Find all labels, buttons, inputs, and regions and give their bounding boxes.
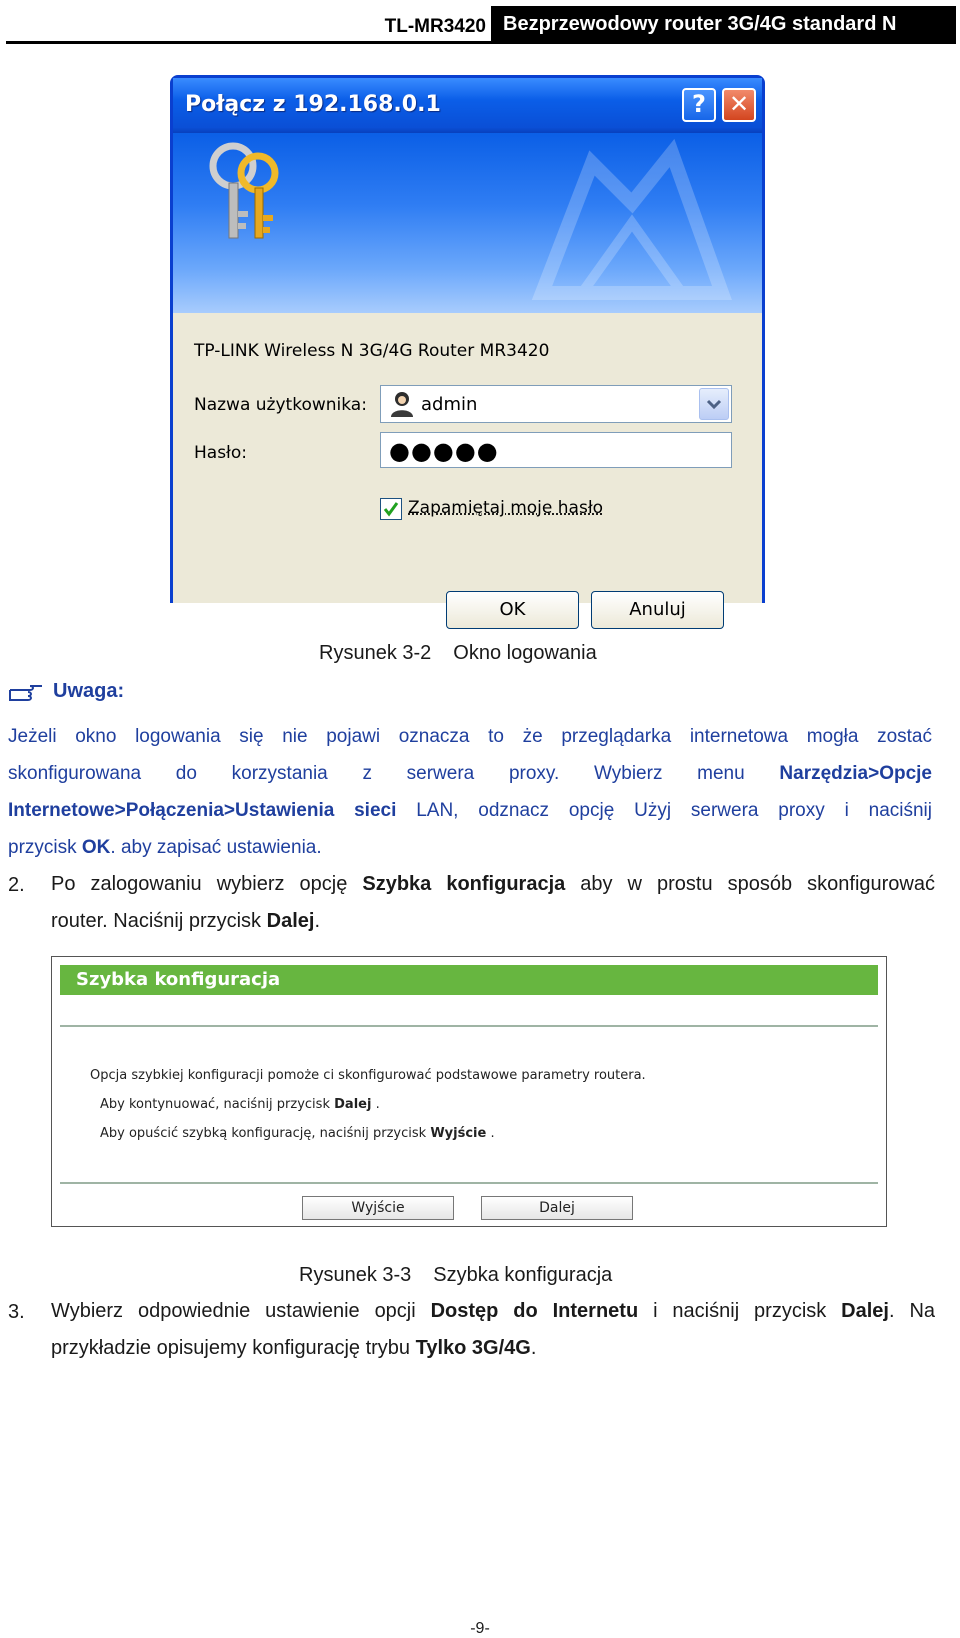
- dialog-realm: TP-LINK Wireless N 3G/4G Router MR3420: [194, 341, 550, 361]
- checkmark-icon: [381, 499, 401, 519]
- header-title: Bezprzewodowy router 3G/4G standard N: [491, 6, 956, 42]
- step-3-text-2: przykładzie opisujemy konfigurację trybu: [51, 1337, 411, 1359]
- step-2-button-ref: Dalej: [266, 910, 315, 932]
- step-2-text-2: router. Naciśnij przycisk: [51, 910, 262, 932]
- ok-button[interactable]: OK: [446, 591, 579, 629]
- remember-password-checkbox[interactable]: [380, 498, 402, 520]
- step-3-end: .: [530, 1337, 537, 1359]
- page-number: -9-: [470, 1620, 490, 1637]
- divider: [60, 1182, 878, 1184]
- note-line-4: [8, 829, 932, 866]
- exit-hint-button-ref: Wyjście: [430, 1126, 487, 1141]
- note-line-3-text: LAN, odznacz opcję Użyj serwera proxy i naciśnij: [416, 800, 932, 821]
- figure-number: Rysunek 3-2: [319, 642, 432, 664]
- note-ok-ref: OK: [81, 837, 111, 858]
- note-line-4-text: przycisk: [8, 837, 77, 858]
- dialog-banner: [173, 133, 762, 313]
- username-label: Nazwa użytkownika:: [194, 395, 367, 415]
- username-dropdown-button[interactable]: [699, 388, 729, 420]
- header-model: TL-MR3420: [384, 16, 486, 37]
- quick-setup-heading: Szybka konfiguracja: [60, 965, 878, 995]
- login-dialog: [170, 75, 765, 620]
- step-3-mode: Tylko 3G/4G: [415, 1337, 531, 1359]
- step-3-line-1: [51, 1293, 935, 1330]
- dialog-title: Połącz z 192.168.0.1: [185, 92, 441, 117]
- note-line-4-end: . aby zapisać ustawienia.: [110, 837, 322, 858]
- step-2-text: Po zalogowaniu wybierz opcję: [51, 873, 348, 895]
- note-label: Uwaga:: [53, 680, 125, 702]
- note-line-2-text: skonfigurowana do korzystania z serwera proxy. Wybierz menu: [8, 763, 745, 784]
- close-button[interactable]: [722, 88, 756, 122]
- step-3-text-end: . Na: [888, 1300, 936, 1322]
- exit-hint-end: .: [490, 1126, 495, 1141]
- quick-setup-continue-hint: [100, 1097, 380, 1112]
- note-line-2: [8, 755, 932, 792]
- note-menu-path-cont: Internetowe>Połączenia>Ustawienia sieci: [8, 800, 397, 821]
- next-button[interactable]: Dalej: [481, 1196, 633, 1220]
- password-input[interactable]: [380, 432, 732, 468]
- banner-decoration-icon: [522, 143, 742, 303]
- continue-hint-button-ref: Dalej: [334, 1097, 372, 1112]
- divider: [60, 1025, 878, 1027]
- continue-hint-text: Aby kontynuować, naciśnij przycisk: [100, 1097, 330, 1112]
- figure-caption-3-2: [319, 642, 597, 665]
- quick-setup-description: Opcja szybkiej konfiguracji pomoże ci skonfigurować podstawowe parametry routera.: [90, 1068, 646, 1083]
- dialog-body: [173, 313, 762, 620]
- quick-setup-exit-hint: [100, 1126, 495, 1141]
- user-icon: [389, 390, 415, 418]
- figure-number: Rysunek 3-3: [299, 1264, 412, 1286]
- exit-hint-text: Aby opuścić szybką konfigurację, naciśnij przycisk: [100, 1126, 427, 1141]
- quick-setup-panel: [51, 956, 887, 1227]
- close-icon: ✕: [728, 90, 750, 118]
- note-line-1: Jeżeli okno logowania się nie pojawi oznacza to że przeglądarka internetowa mogła zostać: [8, 726, 932, 747]
- step-3-text: Wybierz odpowiednie ustawienie opcji: [51, 1300, 416, 1322]
- step-3-number: 3.: [8, 1301, 25, 1323]
- username-combobox[interactable]: [380, 385, 732, 423]
- step-2-end: .: [314, 910, 320, 932]
- step-2-line-1: [51, 866, 935, 903]
- figure-title: Okno logowania: [453, 642, 597, 664]
- remember-password-label[interactable]: Zapamiętaj moje hasło: [408, 498, 604, 518]
- step-3-button-ref: Dalej: [841, 1300, 889, 1322]
- username-value: admin: [421, 394, 478, 415]
- note-line-3: [8, 792, 932, 829]
- help-icon: ?: [692, 90, 706, 118]
- step-3-text-cont: i naciśnij przycisk: [653, 1300, 827, 1322]
- step-3-line-2: [51, 1330, 935, 1367]
- step-2-option: Szybka konfiguracja: [362, 873, 566, 895]
- password-label: Hasło:: [194, 443, 248, 463]
- page-header: [6, 6, 956, 44]
- continue-hint-end: .: [375, 1097, 380, 1112]
- chevron-down-icon: [700, 389, 728, 419]
- figure-caption-3-3: [299, 1264, 612, 1287]
- exit-button[interactable]: Wyjście: [302, 1196, 454, 1220]
- cancel-button[interactable]: Anuluj: [591, 591, 724, 629]
- dialog-titlebar: [173, 78, 762, 133]
- help-button[interactable]: [682, 88, 716, 122]
- note-menu-path: Narzędzia>Opcje: [779, 763, 932, 784]
- step-2-number: 2.: [8, 874, 25, 896]
- pointing-hand-icon: [8, 682, 44, 704]
- figure-title: Szybka konfiguracja: [433, 1264, 613, 1286]
- step-2-text-cont: aby w prostu sposób skonfigurować: [580, 873, 935, 895]
- step-2-line-2: [51, 903, 935, 940]
- keys-icon: [203, 141, 293, 246]
- password-value: ●●●●●: [389, 437, 499, 465]
- step-3-option: Dostęp do Internetu: [430, 1300, 639, 1322]
